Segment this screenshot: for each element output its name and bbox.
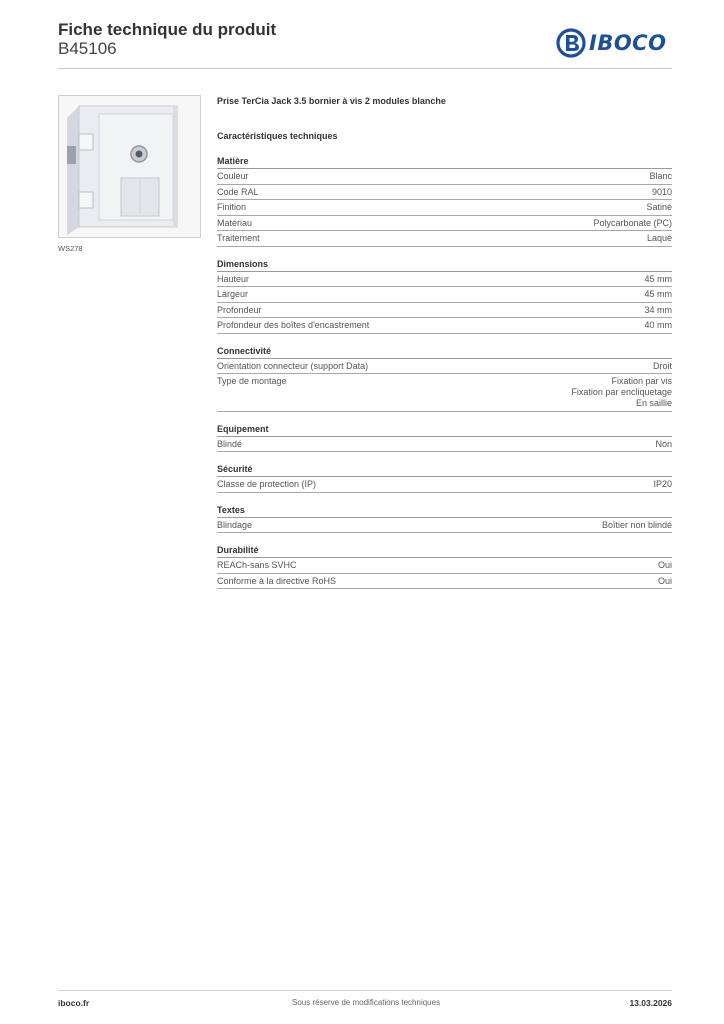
footer-date: 13.03.2026: [629, 998, 672, 1008]
spec-value-line: Laqué: [646, 233, 672, 243]
spec-value: [647, 233, 672, 244]
spec-row: [217, 185, 672, 201]
brand-logo: [556, 28, 666, 58]
spec-value: [655, 439, 672, 450]
spec-value-line: 34 mm: [644, 304, 672, 315]
spec-value-line: Fixation par vis: [611, 376, 672, 386]
spec-section: [217, 422, 672, 453]
spec-value-line: Boîtier non blindé: [601, 519, 672, 530]
spec-label: Finition: [217, 202, 247, 212]
spec-row: [217, 359, 672, 375]
spec-label: Profondeur des boîtes d'encastrement: [217, 320, 370, 330]
spec-value: [653, 479, 672, 490]
spec-value-line: 9010: [651, 186, 672, 197]
header-divider: [58, 68, 672, 69]
spec-label: Largeur: [217, 289, 249, 299]
spec-row: [217, 574, 672, 590]
section-heading: Dimensions: [217, 257, 672, 272]
spec-value-line: Droit: [652, 360, 672, 371]
spec-label: REACh-sans SVHC: [217, 560, 297, 570]
spec-section: [217, 257, 672, 334]
section-heading: Durabilité: [217, 543, 672, 558]
spec-row: [217, 437, 672, 453]
spec-label: Matériau: [217, 217, 253, 228]
spec-row: [217, 477, 672, 493]
spec-row: [217, 558, 672, 574]
page-title: Fiche technique du produit: [58, 20, 277, 39]
spec-label: Blindage: [217, 519, 253, 530]
spec-section: [217, 154, 672, 247]
spec-value: [644, 305, 672, 316]
spec-value: [658, 560, 672, 571]
spec-row: [217, 518, 672, 534]
spec-label: Orientation connecteur (support Data): [217, 360, 369, 371]
socket-module-illustration: [59, 96, 200, 237]
spec-row: [217, 272, 672, 288]
spec-label: Code RAL: [217, 186, 259, 197]
spec-row: [217, 287, 672, 303]
product-code: B45106: [58, 39, 117, 58]
spec-value: [644, 274, 672, 285]
spec-section: [217, 344, 672, 412]
spec-value: [658, 576, 672, 587]
spec-value: [652, 187, 672, 198]
footer-disclaimer: Sous réserve de modifications techniques: [292, 998, 441, 1007]
spec-label: Traitement: [217, 233, 260, 243]
spec-row: [217, 216, 672, 232]
spec-label: Blindé: [217, 438, 243, 449]
spec-value-line: Polycarbonate (PC): [593, 217, 672, 228]
tech-heading: Caractéristiques techniques: [217, 131, 338, 141]
spec-label: Conforme à la directive RoHS: [217, 575, 337, 586]
spec-section: [217, 543, 672, 589]
spec-value: [649, 171, 672, 182]
section-heading: Matière: [217, 154, 672, 169]
product-image: [58, 95, 201, 238]
spec-label: Hauteur: [217, 273, 250, 284]
spec-value: [602, 520, 672, 531]
spec-value-line: En saillie: [635, 398, 672, 408]
iboco-logo-icon: [556, 28, 586, 58]
image-caption: WS278: [58, 244, 83, 253]
spec-value-line: 45 mm: [644, 273, 672, 284]
spec-label: Classe de protection (IP): [217, 479, 317, 489]
spec-section: [217, 503, 672, 534]
spec-row: [217, 169, 672, 185]
spec-value: [653, 361, 672, 372]
spec-value-line: Blanc: [649, 171, 672, 181]
spec-sections: [217, 154, 672, 589]
spec-value-line: Non: [655, 438, 672, 449]
spec-row: [217, 231, 672, 247]
spec-content: [217, 94, 672, 589]
footer-website: iboco.fr: [58, 998, 90, 1008]
spec-value: [593, 218, 672, 229]
section-heading: Equipement: [217, 422, 672, 437]
spec-value: [644, 289, 672, 300]
spec-label: Couleur: [217, 171, 249, 181]
spec-value-line: IP20: [653, 479, 672, 489]
spec-row: [217, 200, 672, 216]
spec-row: [217, 303, 672, 319]
section-heading: Connectivité: [217, 344, 672, 359]
spec-label: Type de montage: [217, 376, 287, 386]
spec-row: [217, 374, 672, 412]
footer-divider: [58, 990, 672, 991]
spec-value-line: Satiné: [646, 202, 672, 212]
spec-section: [217, 462, 672, 493]
spec-value: [646, 202, 672, 213]
brand-name: IBOCO: [589, 31, 667, 55]
spec-label: Profondeur: [217, 304, 262, 315]
spec-value-line: Oui: [657, 575, 672, 586]
spec-value: [644, 320, 672, 331]
section-heading: Sécurité: [217, 462, 672, 477]
spec-row: [217, 318, 672, 334]
spec-value-line: Oui: [657, 560, 672, 570]
spec-value-line: 45 mm: [644, 289, 672, 299]
spec-value-line: 40 mm: [644, 320, 672, 330]
spec-value: [571, 376, 672, 409]
product-title: Prise TerCia Jack 3.5 bornier à vis 2 modules blanche: [217, 96, 446, 106]
section-heading: Textes: [217, 503, 672, 518]
spec-value-line: Fixation par encliquetage: [571, 387, 672, 397]
